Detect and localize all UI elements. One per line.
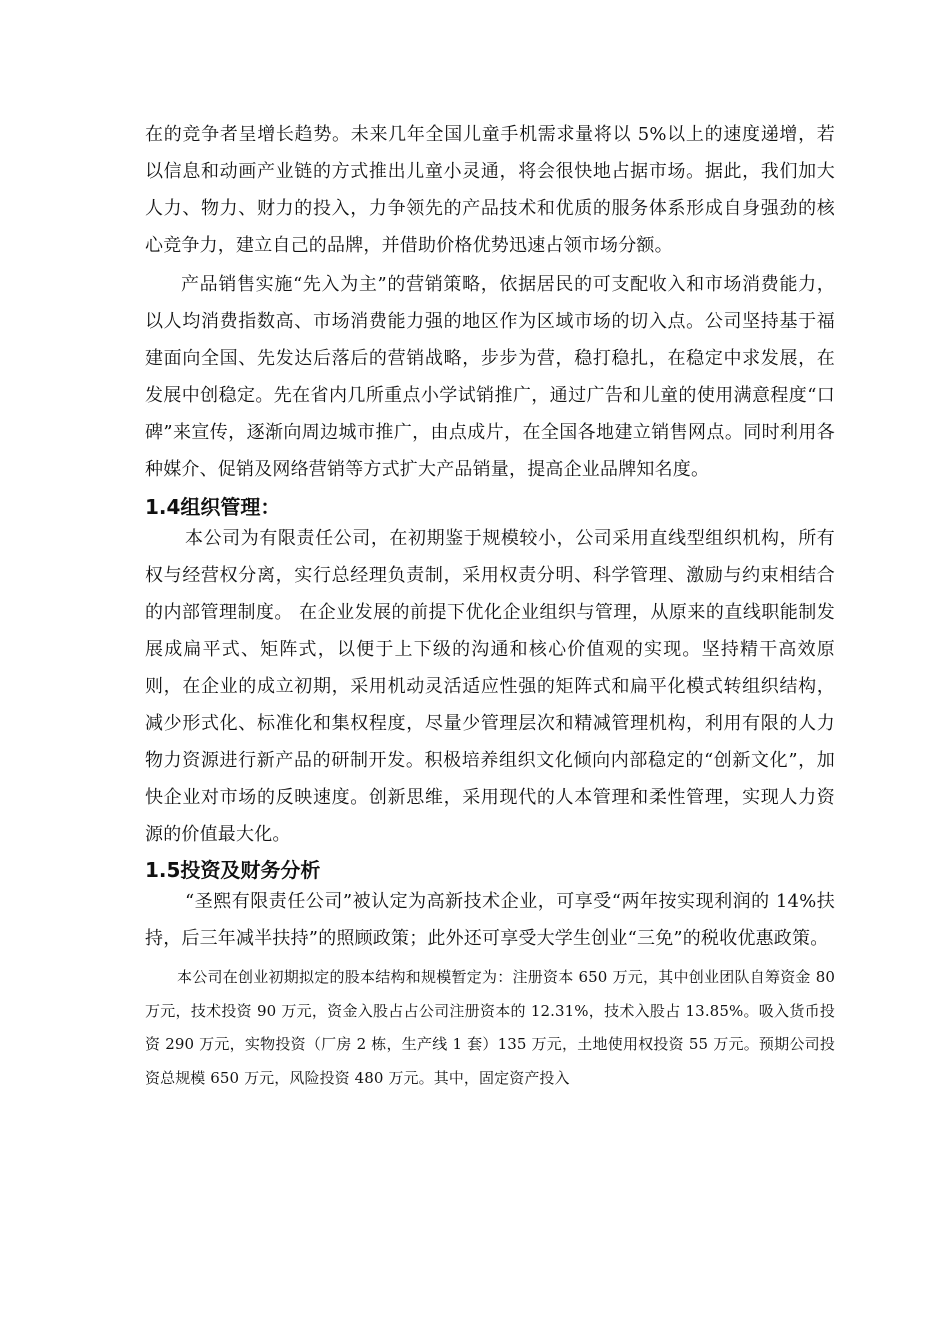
organization-paragraph: 本公司为有限责任公司，在初期鉴于规模较小，公司采用直线型组织机构，所有权与经营权分离，实行总经理负责制，采用权责分明、科学管理、激励与约束相结合的内部管理制度。 在企业发展的前提下优化企业组织与管理，从原来的直线职能制发展成扁平式、矩阵式，以便于上下级的沟通和核心价值观的实现。坚持精干高效原则，在企业的成立初期，采用机动灵活适应性强的矩阵式和扁平化模式转组织结构，减少形式化、标准化和集权程度，尽量少管理层次和精减管理机构，利用有限的人力物力资源进行新产品的研制开发。积极培养组织文化倾向内部稳定的“创新文化”，加快企业对市场的反映速度。创新思维，采用现代的人本管理和柔性管理，实现人力资源的价值最大化。 — [145, 528, 835, 845]
marketing-strategy-paragraph: 产品销售实施“先入为主”的营销策略，依据居民的可支配收入和市场消费能力，以人均消费指数高、市场消费能力强的地区作为区域市场的切入点。公司坚持基于福建面向全国、先发达后落后的营销战略，步步为营，稳打稳扎，在稳定中求发展，在发展中创稳定。先在省内几所重点小学试销推广，通过广告和儿童的使用满意程度“口碑”来宣传，逐渐向周边城市推广，由点成片，在全国各地建立销售网点。同时利用各种媒介、促销及网络营销等方式扩大产品销量，提高企业品牌知名度。 — [145, 274, 835, 480]
policy-paragraph: “圣熙有限责任公司”被认定为高新技术企业，可享受“两年按实现利润的 14%扶持，后三年减半扶持”的照顾政策；此外还可享受大学生创业“三免”的税收优惠政策。 — [145, 891, 835, 949]
intro-paragraph: 在的竞争者呈增长趋势。未来几年全国儿童手机需求量将以 5%以上的速度递增，若以信息和动画产业链的方式推出儿童小灵通，将会很快地占据市场。据此，我们加大人力、物力、财力的投入，力争领先的产品技术和优质的服务体系形成自身强劲的核心竞争力，建立自己的品牌，并借助价格优势迅速占领市场分额。 — [145, 124, 835, 256]
capital-structure-paragraph: 本公司在创业初期拟定的股本结构和规模暂定为：注册资本 650 万元，其中创业团队自筹资金 80 万元，技术投资 90 万元，资金入股占占公司注册资本的 12.31%，技术入股占 13.85%。吸入货币投资 290 万元，实物投资（厂房 2 栋，生产线 1 套）135 万元，土地使用权投资 55 万元。预期公司投资总规模 650 万元，风险投资 480 万元。其中，固定资产投入 — [145, 968, 835, 1087]
section-heading-investment-finance: 1.5投资及财务分析 — [145, 858, 321, 882]
document-body — [145, 116, 835, 1095]
section-heading-organization: 1.4组织管理： — [145, 495, 281, 519]
